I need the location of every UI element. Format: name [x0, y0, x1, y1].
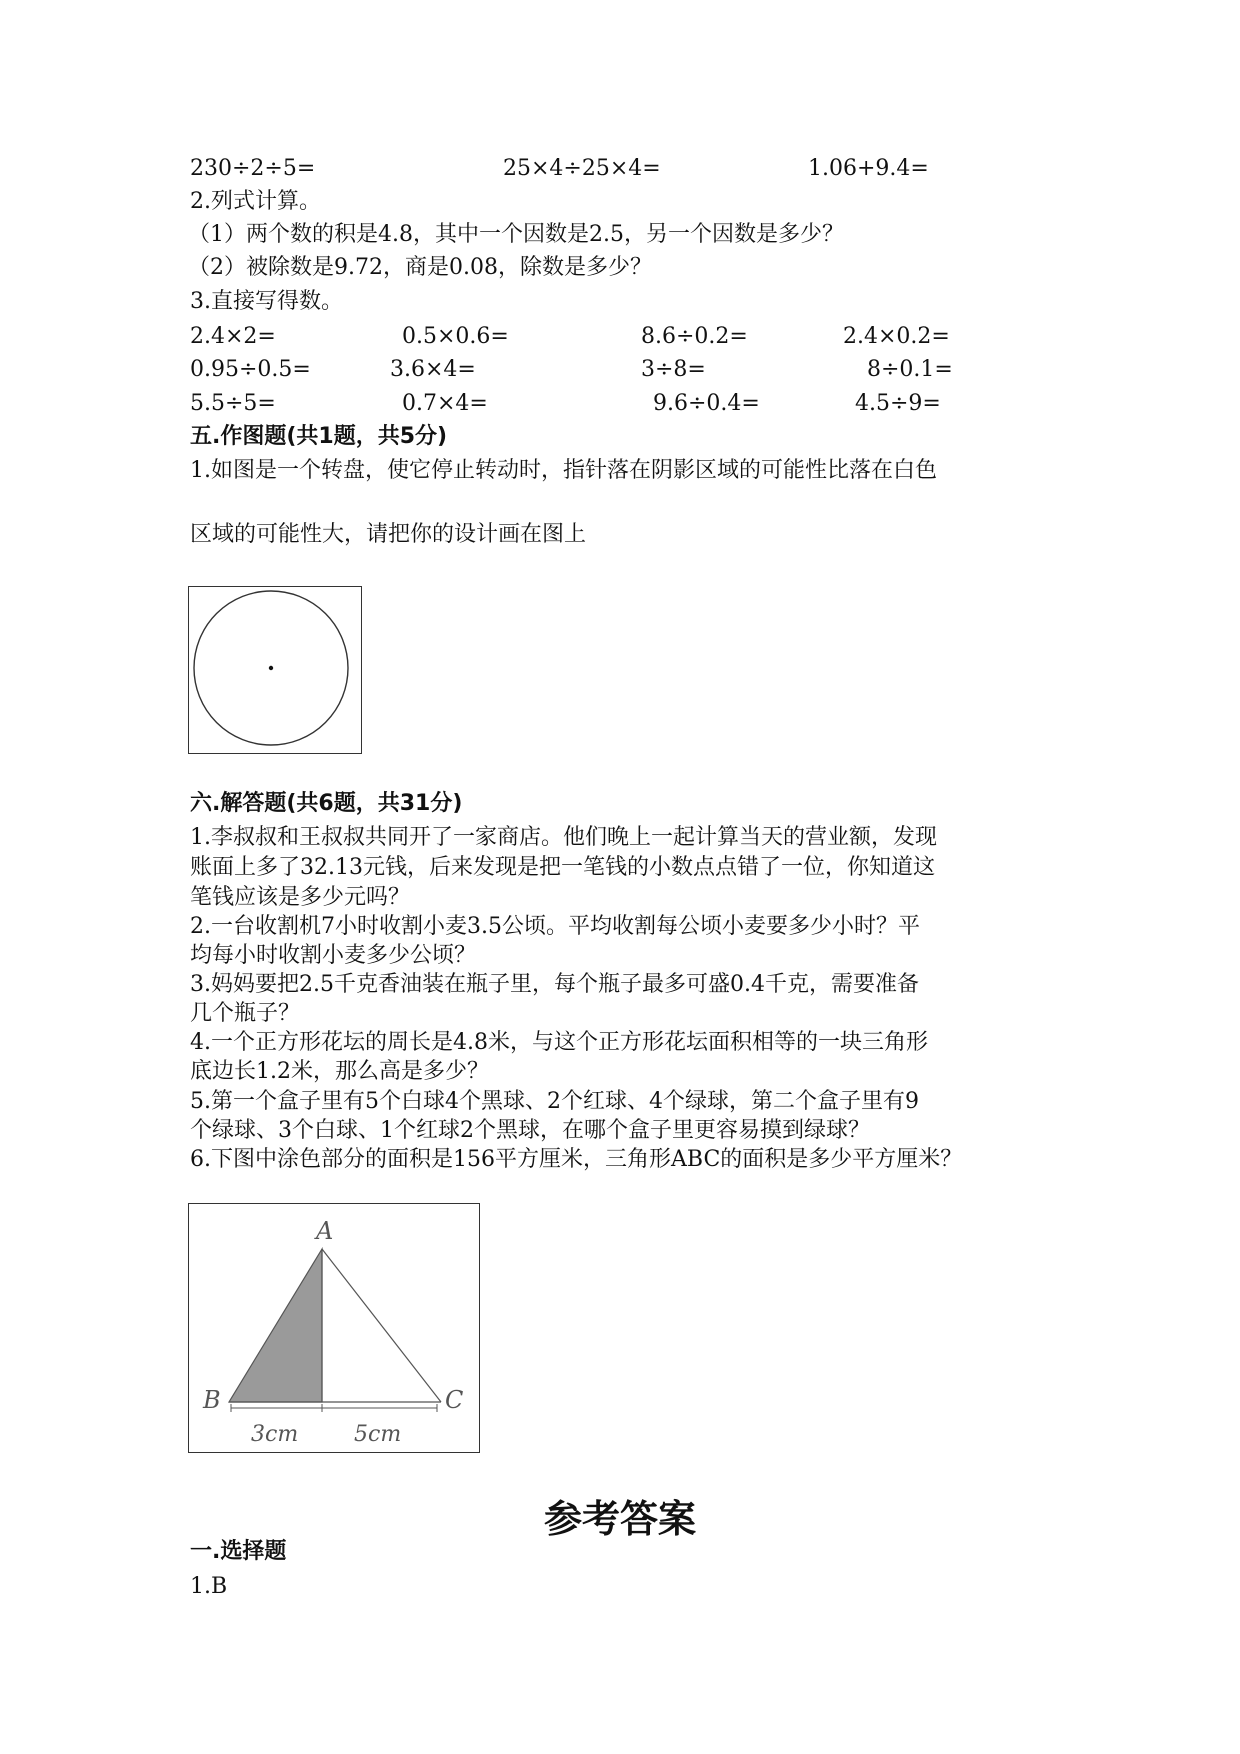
shaded-region — [229, 1249, 322, 1402]
calc-item: 5.5÷5= — [190, 391, 276, 416]
calc-item: 9.6÷0.4= — [653, 391, 760, 416]
section-heading: 五.作图题(共1题，共5分) — [190, 424, 448, 449]
calc-item: 2.4×2= — [190, 324, 276, 349]
question-text: 笔钱应该是多少元吗？ — [190, 885, 411, 910]
answer-text: 1.B — [190, 1574, 228, 1599]
vertex-label-c: C — [445, 1386, 464, 1414]
question-text: 几个瓶子？ — [190, 1001, 301, 1026]
calc-item: 1.06+9.4= — [808, 156, 929, 181]
calc-item: 0.95÷0.5= — [190, 357, 311, 382]
calc-item: 2.4×0.2= — [843, 324, 950, 349]
triangle-abc-diagram — [189, 1204, 479, 1452]
calc-item: 8÷0.1= — [867, 357, 953, 382]
calc-item: 0.5×0.6= — [402, 324, 509, 349]
calc-item: 230÷2÷5= — [190, 156, 316, 181]
length-label-right: 5cm — [354, 1422, 402, 1447]
calc-item: 4.5÷9= — [855, 391, 941, 416]
question-text: 底边长1.2米，那么高是多少？ — [190, 1059, 489, 1084]
question-text: 1.李叔叔和王叔叔共同开了一家商店。他们晚上一起计算当天的营业额，发现 — [190, 825, 937, 850]
triangle-figure — [188, 1203, 480, 1453]
question-text: 均每小时收割小麦多少公顷？ — [190, 943, 477, 968]
question-text: （2）被除数是9.72，商是0.08，除数是多少？ — [188, 255, 652, 280]
calc-item: 3.6×4= — [390, 357, 476, 382]
question-heading: 2.列式计算。 — [190, 189, 321, 214]
spinner-figure — [188, 586, 362, 754]
vertex-label-a: A — [316, 1217, 334, 1245]
question-text: 2.一台收割机7小时收割小麦3.5公顷。平均收割每公顷小麦要多少小时？平 — [190, 914, 920, 939]
answers-title: 参考答案 — [543, 1497, 696, 1541]
question-heading: 3.直接写得数。 — [190, 289, 343, 314]
calc-item: 0.7×4= — [402, 391, 488, 416]
question-text: 3.妈妈要把2.5千克香油装在瓶子里，每个瓶子最多可盛0.4千克，需要准备 — [190, 972, 919, 997]
vertex-label-b: B — [203, 1386, 221, 1414]
calc-item: 8.6÷0.2= — [641, 324, 748, 349]
question-text: 账面上多了32.13元钱，后来发现是把一笔钱的小数点点错了一位，你知道这 — [190, 855, 935, 880]
question-text: （1）两个数的积是4.8，其中一个因数是2.5，另一个因数是多少？ — [188, 222, 844, 247]
section-heading: 一.选择题 — [190, 1539, 287, 1564]
question-text: 区域的可能性大，请把你的设计画在图上 — [190, 522, 587, 547]
question-text: 4.一个正方形花坛的周长是4.8米，与这个正方形花坛面积相等的一块三角形 — [190, 1030, 928, 1055]
calc-item: 3÷8= — [641, 357, 706, 382]
length-label-left: 3cm — [251, 1422, 299, 1447]
side-ac — [322, 1249, 441, 1402]
question-text: 个绿球、3个白球、1个红球2个黑球，在哪个盒子里更容易摸到绿球？ — [190, 1118, 870, 1143]
section-heading: 六.解答题(共6题，共31分) — [190, 791, 463, 816]
question-text: 1.如图是一个转盘，使它停止转动时，指针落在阴影区域的可能性比落在白色 — [190, 458, 937, 483]
calc-item: 25×4÷25×4= — [503, 156, 661, 181]
spinner-circle-icon — [189, 587, 361, 753]
question-text: 6.下图中涂色部分的面积是156平方厘米，三角形ABC的面积是多少平方厘米？ — [190, 1147, 963, 1172]
question-text: 5.第一个盒子里有5个白球4个黑球、2个红球、4个绿球，第二个盒子里有9 — [190, 1089, 919, 1114]
